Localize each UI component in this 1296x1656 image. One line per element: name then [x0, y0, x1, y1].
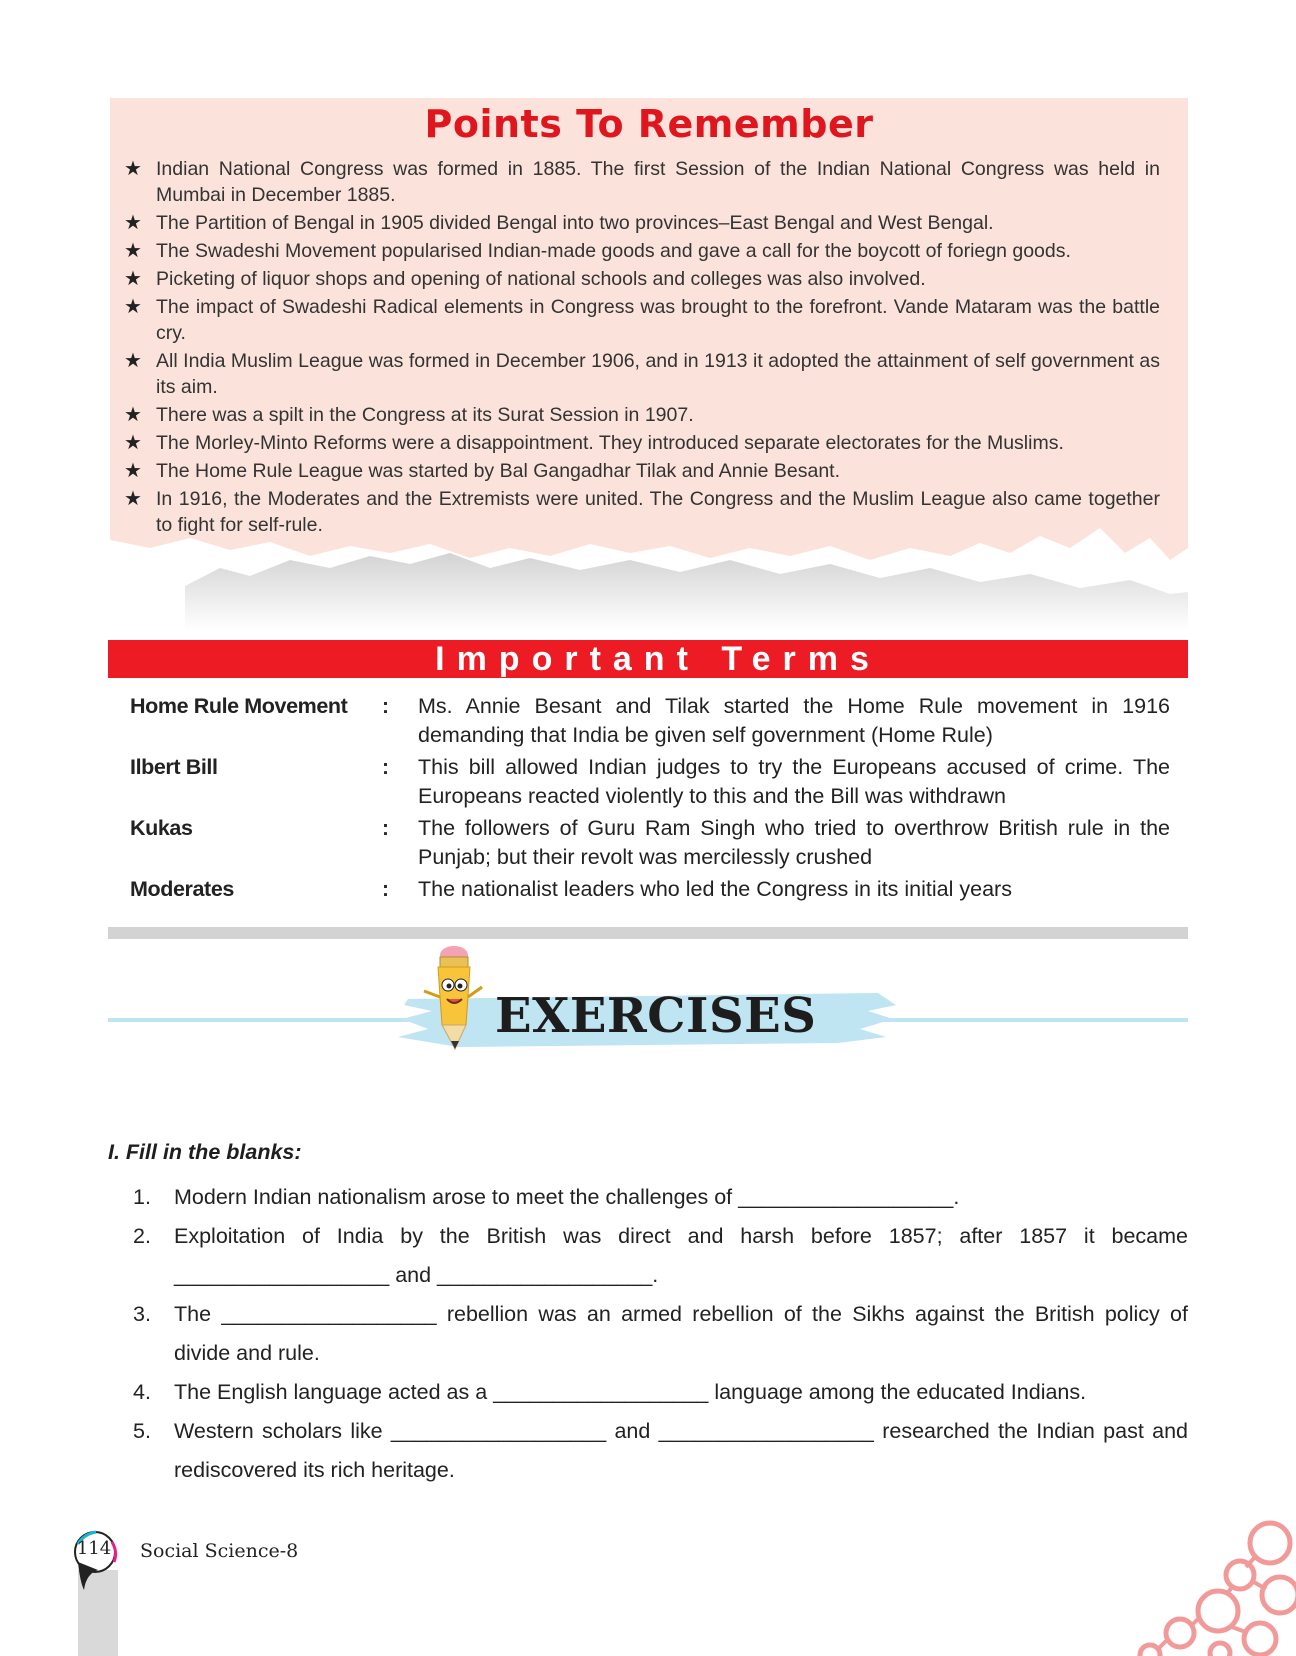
question-text: Exploitation of India by the British was direct and harsh before 1857; after 1857 it became __________________ and __________________. [174, 1224, 1188, 1287]
question-text: Modern Indian nationalism arose to meet the challenges of __________________. [174, 1185, 960, 1209]
exercises-title: EXERCISES [495, 988, 817, 1044]
list-item [130, 1412, 1188, 1490]
pencil-mascot-icon [418, 945, 488, 1055]
term-definition: The followers of Guru Ram Singh who tried to overthrow British rule in the Punjab; but their revolt was mercilessly crushed [418, 816, 1170, 869]
important-terms-title: Important Terms [435, 640, 881, 678]
decorative-circles-icon [1120, 1515, 1296, 1656]
term-definition: This bill allowed Indian judges to try the Europeans accused of crime. The Europeans reacted violently to this and the Bill was withdrawn [418, 755, 1170, 808]
term-definition: Ms. Annie Besant and Tilak started the Home Rule movement in 1916 demanding that India be given self government (Home Rule) [418, 694, 1170, 747]
list-item [130, 1217, 1188, 1295]
term-colon: : [382, 756, 389, 779]
list-item: ★ The Morley-Minto Reforms were a disappointment. They introduced separate electorates for the Muslims. [124, 432, 1064, 454]
list-item: ★ There was a spilt in the Congress at its Surat Session in 1907. [124, 404, 694, 426]
term-row [130, 875, 1170, 904]
term-row [130, 692, 1170, 750]
page-number: 114 [76, 1538, 112, 1559]
question-text: The __________________ rebellion was an armed rebellion of the Sikhs against the British policy of divide and rule. [174, 1302, 1188, 1365]
list-item: ★ Picketing of liquor shops and opening of national schools and colleges was also involved. [124, 268, 926, 290]
star-bullet-icon: ★ [124, 350, 142, 372]
important-terms-header [108, 640, 1188, 678]
star-bullet-icon: ★ [124, 460, 142, 482]
list-item: ★ All India Muslim League was formed in December 1906, and in 1913 it adopted the attainment of self government as its aim. [124, 350, 1160, 398]
fill-blanks-heading: I. Fill in the blanks: [108, 1140, 302, 1164]
important-terms-list [130, 692, 1170, 907]
term-definition: The nationalist leaders who led the Congress in its initial years [418, 877, 1012, 901]
star-bullet-icon: ★ [124, 268, 142, 290]
points-to-remember-box [110, 98, 1188, 630]
list-item [130, 1295, 1188, 1373]
term-row [130, 753, 1170, 811]
term-name: Home Rule Movement [130, 694, 348, 718]
star-bullet-icon: ★ [124, 404, 142, 426]
book-title: Social Science-8 [140, 1540, 299, 1562]
list-item: ★ The Swadeshi Movement popularised Indian-made goods and gave a call for the boycott of foriegn goods. [124, 240, 1071, 262]
star-bullet-icon: ★ [124, 212, 142, 234]
list-item: ★ The impact of Swadeshi Radical elements in Congress was brought to the forefront. Vande Mataram was the battle cry. [124, 296, 1160, 344]
terms-divider [108, 927, 1188, 939]
question-number: 3. [133, 1302, 151, 1326]
question-number: 2. [133, 1224, 151, 1248]
question-number: 5. [133, 1419, 151, 1443]
term-colon: : [382, 695, 389, 718]
term-colon: : [382, 817, 389, 840]
list-item [130, 1373, 1188, 1412]
term-colon: : [382, 878, 389, 901]
list-item: ★ In 1916, the Moderates and the Extremists were united. The Congress and the Muslim League also came together to fight for self-rule. [124, 488, 1160, 536]
points-list [124, 156, 1160, 540]
term-name: Moderates [130, 877, 234, 901]
question-text: Western scholars like __________________ and __________________ researched the Indian past and rediscovered its rich heritage. [174, 1419, 1188, 1482]
star-bullet-icon: ★ [124, 488, 142, 510]
list-item: ★ The Partition of Bengal in 1905 divided Bengal into two provinces–East Bengal and West Bengal. [124, 212, 994, 234]
list-item [130, 1178, 1188, 1217]
term-name: Ilbert Bill [130, 755, 218, 779]
star-bullet-icon: ★ [124, 432, 142, 454]
star-bullet-icon: ★ [124, 296, 142, 318]
question-number: 4. [133, 1380, 151, 1404]
term-row [130, 814, 1170, 872]
question-number: 1. [133, 1185, 151, 1209]
points-to-remember-title: Points To Remember [424, 102, 874, 146]
question-text: The English language acted as a __________________ language among the educated Indians. [174, 1380, 1087, 1404]
list-item: ★ The Home Rule League was started by Bal Gangadhar Tilak and Annie Besant. [124, 460, 841, 482]
list-item: ★ Indian National Congress was formed in 1885. The first Session of the Indian National Congress was held in Mumbai in December 1885. [124, 158, 1160, 206]
star-bullet-icon: ★ [124, 158, 142, 180]
term-name: Kukas [130, 816, 193, 840]
star-bullet-icon: ★ [124, 240, 142, 262]
fill-blanks-list [130, 1178, 1188, 1490]
